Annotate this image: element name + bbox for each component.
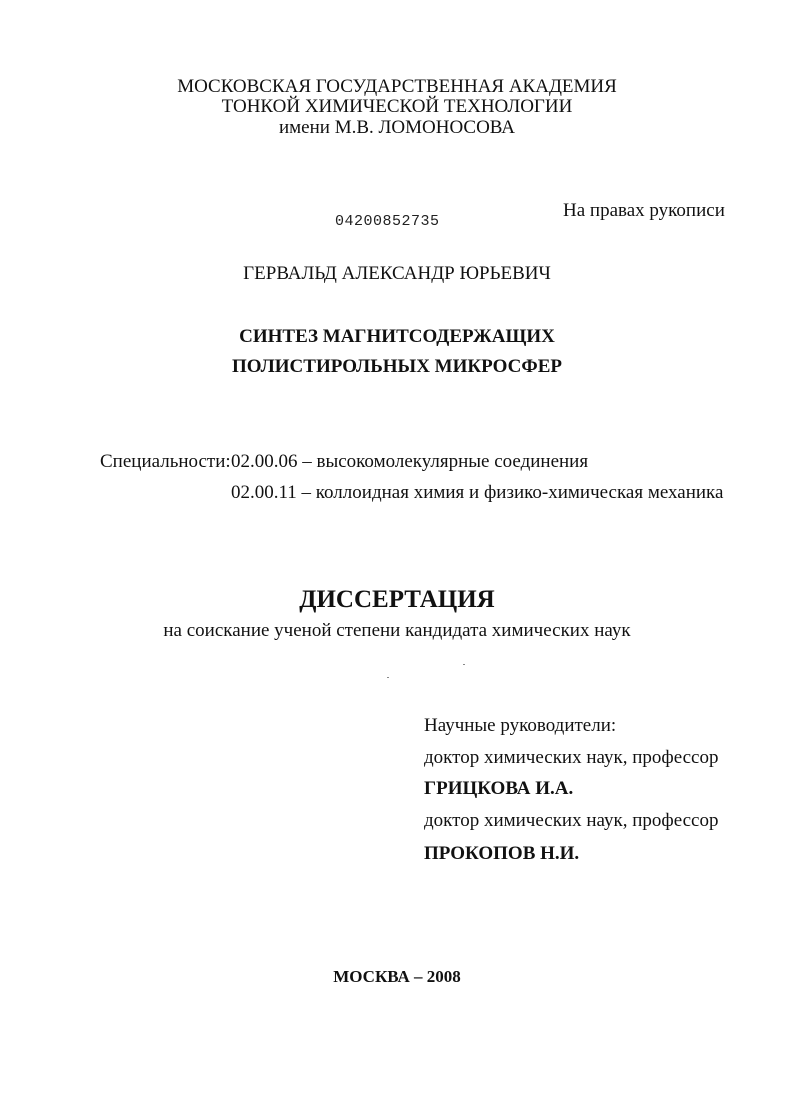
scan-speck bbox=[463, 664, 465, 665]
specialties-label: Специальности: bbox=[100, 451, 231, 472]
supervisor-2-name: ПРОКОПОВ Н.И. bbox=[424, 843, 580, 864]
document-type-heading: ДИССЕРТАЦИЯ bbox=[299, 586, 495, 613]
scan-speck bbox=[387, 677, 389, 678]
degree-line: на соискание ученой степени кандидата химических наук bbox=[163, 620, 631, 641]
thesis-title-line-2: ПОЛИСТИРОЛЬНЫХ МИКРОСФЕР bbox=[232, 356, 562, 377]
institution-name-line-2: ТОНКОЙ ХИМИЧЕСКОЙ ТЕХНОЛОГИИ bbox=[221, 96, 573, 117]
supervisor-1-title: доктор химических наук, профессор bbox=[424, 747, 719, 768]
supervisor-2-title: доктор химических наук, профессор bbox=[424, 810, 719, 831]
institution-name-line-3: имени М.В. ЛОМОНОСОВА bbox=[278, 117, 515, 138]
thesis-title-line-1: СИНТЕЗ МАГНИТСОДЕРЖАЩИХ bbox=[239, 326, 555, 347]
specialty-item-2: 02.00.11 – коллоидная химия и физико-химическая механика bbox=[231, 482, 724, 503]
city-year: МОСКВА – 2008 bbox=[333, 967, 461, 986]
specialty-item-1: 02.00.06 – высокомолекулярные соединения bbox=[231, 451, 589, 472]
supervisor-1-name: ГРИЦКОВА И.А. bbox=[424, 778, 574, 799]
catalog-number: 04200852735 bbox=[335, 213, 440, 230]
supervisors-heading: Научные руководители: bbox=[424, 715, 617, 736]
manuscript-rights-note: На правах рукописи bbox=[563, 200, 725, 221]
author-name: ГЕРВАЛЬД АЛЕКСАНДР ЮРЬЕВИЧ bbox=[243, 263, 551, 284]
institution-name-line-1: МОСКОВСКАЯ ГОСУДАРСТВЕННАЯ АКАДЕМИЯ bbox=[177, 76, 617, 97]
